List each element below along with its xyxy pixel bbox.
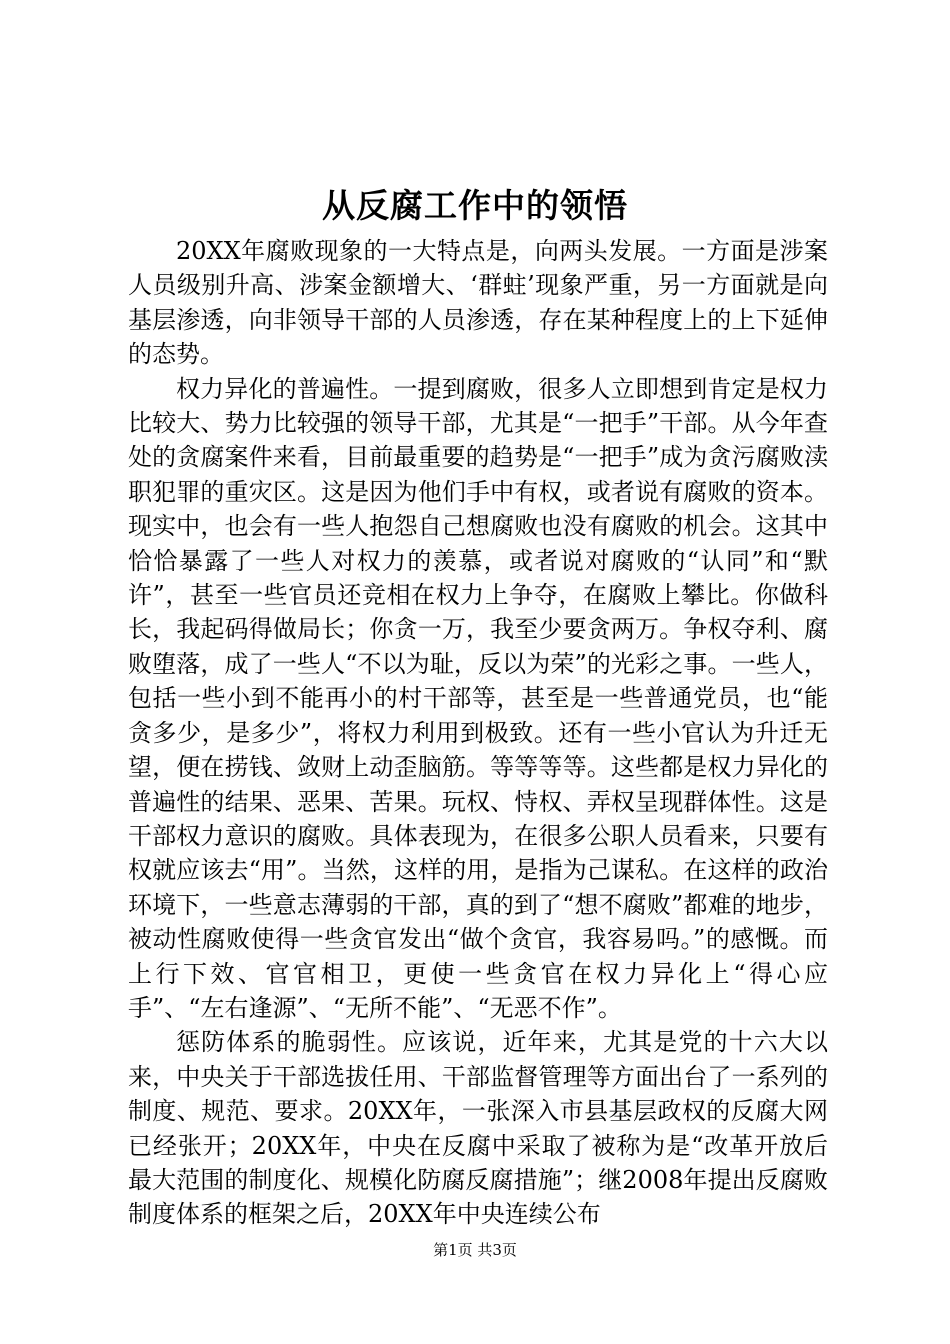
document-title: 从反腐工作中的领悟 xyxy=(322,186,628,225)
paragraph-intro: 20XX年腐败现象的一大特点是，向两头发展。一方面是涉案人员级别升高、涉案金额增大、‘群蛀’现象严重，另一方面就是向基层渗透，向非领导干部的人员渗透，存在某种程度上的上下延伸的态势。 xyxy=(128,237,828,369)
paragraph-prevention-system: 惩防体系的脆弱性。应该说，近年来，尤其是党的十六大以来，中央关于干部选拔任用、干部监督管理等方面出台了一系列的制度、规范、要求。20XX年，一张深入市县基层政权的反腐大网已经张开；20XX年，中央在反腐中采取了被称为是“改革开放后最大范围的制度化、规模化防腐反腐措施”；继2008年提出反腐败制度体系的框架之后，20XX年中央连续公布 xyxy=(128,1028,828,1229)
paragraph-power-alienation: 权力异化的普遍性。一提到腐败，很多人立即想到肯定是权力比较大、势力比较强的领导干部，尤其是“一把手”干部。从今年查处的贪腐案件来看，目前最重要的趋势是“一把手”成为贪污腐败渎职犯罪的重灾区。这是因为他们手中有权，或者说有腐败的资本。现实中，也会有一些人抱怨自己想腐败也没有腐败的机会。这其中恰恰暴露了一些人对权力的羡慕，或者说对腐败的“认同”和“默许”，甚至一些官员还竞相在权力上争夺，在腐败上攀比。你做科长，我起码得做局长；你贪一万，我至少要贪两万。争权夺利、腐败堕落，成了一些人“不以为耻，反以为荣”的光彩之事。一些人，包括一些小到不能再小的村干部等，甚至是一些普通党员，也“能贪多少，是多少”，将权力利用到极致。还有一些小官认为升迁无望，便在捞钱、敛财上动歪脑筋。等等等等。这些都是权力异化的普遍性的结果、恶果、苦果。玩权、恃权、弄权呈现群体性。这是干部权力意识的腐败。具体表现为，在很多公职人员看来，只要有权就应该去“用”。当然，这样的用，是指为己谋私。在这样的政治环境下，一些意志薄弱的干部，真的到了“想不腐败”都难的地步，被动性腐败使得一些贪官发出“做个贪官，我容易吗。”的感慨。而上行下效、官官相卫，更使一些贪官在权力异化上“得心应手”、“左右逢源”、“无所不能”、“无恶不作”。 xyxy=(128,374,828,1022)
document-body xyxy=(128,234,828,1232)
page-footer: 第1页 共3页 xyxy=(433,1241,517,1259)
